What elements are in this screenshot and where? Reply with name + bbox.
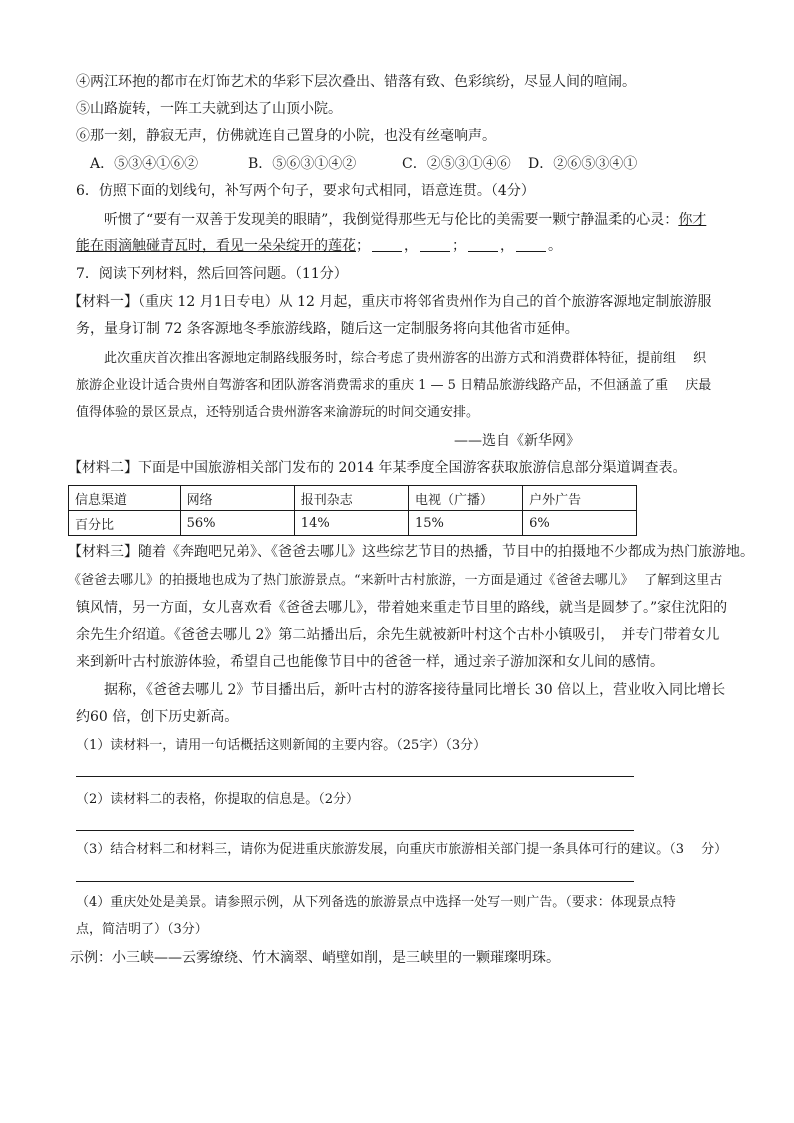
material-3-line-1: 【材料三】随着《奔跑吧兄弟》、《爸爸去哪儿》这些综艺节目的热播，节目中的拍摄地不少都成为热门旅游地。: [68, 544, 754, 560]
material-1-line-5: 值得体验的景区景点，还特别适合贵州游客来渝游玩的时间交通安排。: [76, 405, 480, 420]
table-cell: 6%: [523, 511, 637, 536]
option-d: D．②⑥⑤③④①: [528, 156, 638, 172]
sub-question-4-line-2: 点，简洁明了）（3分）: [76, 922, 208, 937]
material-3-line-7: 约60 倍，创下历史新高。: [76, 709, 239, 725]
material-1-line-4: 旅游企业设计适合贵州自驾游客和团队游客消费需求的重庆 1 — 5 日精品旅游线路产品，不但涵盖了重 庆最: [76, 378, 712, 393]
q6-line2: 能在雨滴触碰青瓦时，看见一朵朵绽开的莲花； ， ； ， 。: [76, 238, 562, 254]
sub-question-1: （1）读材料一，请用一句话概括这则新闻的主要内容。（25字）（3分）: [76, 738, 487, 753]
material-1-line-3: 此次重庆首次推出客源地定制路线服务时，综合考虑了贵州游客的出游方式和消费群体特征，提前组 织: [104, 351, 707, 366]
sentence-4: ④两江环抱的都市在灯饰艺术的华彩下层次叠出、错落有致、色彩缤纷，尽显人间的喧闹。: [76, 74, 636, 90]
sub-question-4-line-1: （4）重庆处处是美景。请参照示例，从下列备选的旅游景点中选择一处写一则广告。（要求：体现景点特: [76, 895, 676, 910]
material-3-line-4: 余先生介绍道。《爸爸去哪儿 2》第二站播出后，余先生就被新叶村这个古朴小镇吸引， 并专门带着女儿: [76, 627, 720, 643]
table-cell: 56%: [180, 511, 294, 536]
option-c: C．②⑤③①④⑥: [402, 156, 511, 172]
table-header-cell: 户外广告: [523, 486, 637, 511]
sub-question-2: （2）读材料二的表格，你提取的信息是。（2分）: [76, 792, 360, 807]
survey-table: [68, 485, 637, 536]
material-3-line-3: 镇风情，另一方面，女儿喜欢看《爸爸去哪儿》，带着她来重走节目里的路线，就当是圆梦了。”家住沈阳的: [76, 600, 728, 616]
material-1-line-1: 【材料一】（重庆 12 月1日专电）从 12 月起，重庆市将邻省贵州作为自己的首个旅游客源地定制旅游服: [68, 294, 712, 310]
q6-line2-underlined: 能在雨滴触碰青瓦时，看见一朵朵绽开的莲花: [76, 238, 356, 254]
q6-title: 6．仿照下面的划线句，补写两个句子，要求句式相同，语意连贯。（4分）: [76, 183, 535, 199]
table-row: [69, 511, 637, 536]
q7-title: 7．阅读下列材料，然后回答问题。（11分）: [76, 266, 348, 282]
fill-blank-1[interactable]: [372, 237, 402, 252]
table-cell: 15%: [408, 511, 522, 536]
fill-blank-3[interactable]: [468, 237, 498, 252]
table-header-cell: 信息渠道: [69, 486, 181, 511]
table-cell: 14%: [294, 511, 408, 536]
table-cell: 百分比: [69, 511, 181, 536]
material-3-line-2: 《爸爸去哪儿》的拍摄地也成为了热门旅游景点。“来新叶古村旅游，一方面是通过《爸爸去哪儿》 了解到这里古: [68, 573, 723, 588]
option-b: B．⑤⑥③①④②: [248, 156, 357, 172]
q6-line1: [104, 210, 706, 230]
fill-blank-4[interactable]: [516, 237, 546, 252]
example-line: 示例：小三峡——云雾缭绕、竹木滴翠、峭壁如削，是三峡里的一颗璀璨明珠。: [70, 950, 560, 966]
sentence-6: ⑥那一刻，静寂无声，仿佛就连自己置身的小院，也没有丝毫响声。: [76, 128, 496, 144]
sentence-5: ⑤山路旋转，一阵工夫就到达了山顶小院。: [76, 101, 342, 117]
fill-blank-2[interactable]: [420, 237, 450, 252]
table-header-cell: 电视（广播）: [408, 486, 522, 511]
q6-line1-underlined: 你才: [678, 212, 707, 228]
material-2-title: 【材料二】下面是中国旅游相关部门发布的 2014 年某季度全国游客获取旅游信息部分渠道调查表。: [68, 460, 687, 476]
answer-line-2[interactable]: [76, 830, 634, 831]
table-header-cell: 报刊杂志: [294, 486, 408, 511]
table-header-row: [69, 486, 637, 511]
answer-line-3[interactable]: [76, 881, 634, 882]
sub-question-3: （3）结合材料二和材料三，请你为促进重庆旅游发展，向重庆市旅游相关部门提一条具体可行的建议。（3 分）: [76, 842, 728, 857]
material-1-source: ——选自《新华网》: [454, 433, 580, 449]
material-3-line-5: 来到新叶古村旅游体验，希望自己也能像节目中的爸爸一样，通过亲子游加深和女儿间的感情。: [76, 654, 664, 670]
q6-line1-plain: 听惯了“要有一双善于发现美的眼睛”，我倒觉得那些无与伦比的美需要一颗宁静温柔的心灵：: [104, 212, 679, 228]
answer-line-1[interactable]: [76, 776, 634, 777]
table-header-cell: 网络: [180, 486, 294, 511]
material-3-line-6: 据称，《爸爸去哪儿 2》节目播出后，新叶古村的游客接待量同比增长 30 倍以上，营业收入同比增长: [104, 682, 726, 698]
material-1-line-2: 务，量身订制 72 条客源地冬季旅游线路，随后这一定制服务将向其他省市延伸。: [76, 321, 579, 337]
option-a: A．⑤③④①⑥②: [90, 156, 199, 172]
